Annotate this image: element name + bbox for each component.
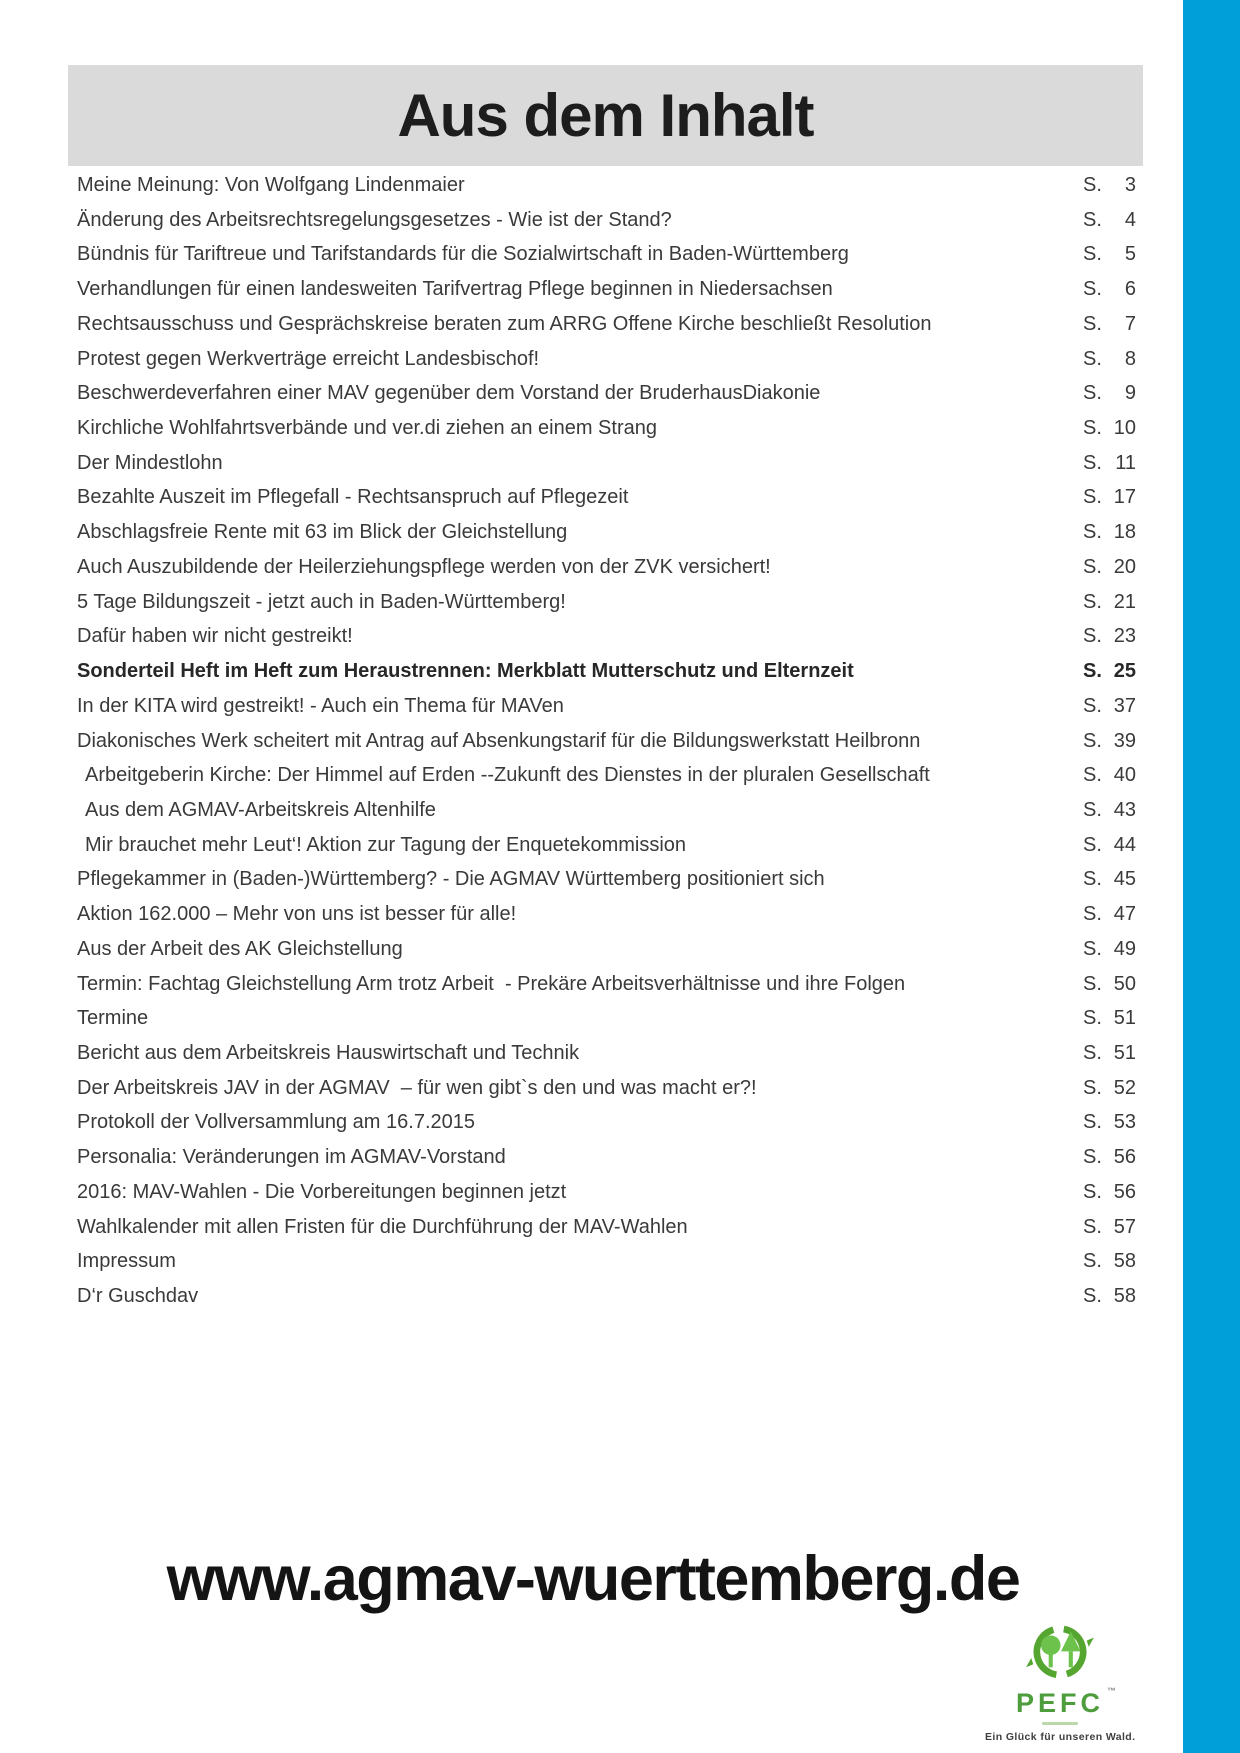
pefc-trademark: ™ [1107, 1686, 1116, 1696]
toc-item-label: In der KITA wird gestreikt! - Auch ein Thema für MAVen [77, 694, 564, 717]
toc-item-label: Der Mindestlohn [77, 451, 223, 474]
toc-page-ref [1083, 1111, 1136, 1134]
toc-page-prefix: S. [1083, 1250, 1102, 1273]
toc-page-prefix: S. [1083, 625, 1102, 648]
toc-page-number: 45 [1113, 868, 1136, 891]
toc-item-label: Aus der Arbeit des AK Gleichstellung [77, 937, 403, 960]
header-bar [68, 65, 1143, 166]
toc-row [77, 417, 1136, 452]
toc-page-number: 5 [1124, 243, 1136, 266]
toc-page-ref [1083, 313, 1136, 336]
toc-page-prefix: S. [1083, 694, 1102, 717]
toc-page-ref [1083, 1077, 1136, 1100]
toc-row [77, 174, 1136, 209]
page-title: Aus dem Inhalt [397, 81, 814, 149]
toc-page-prefix: S. [1083, 937, 1102, 960]
toc-page-number: 6 [1124, 278, 1136, 301]
toc-row [77, 1285, 1136, 1320]
toc-page-prefix: S. [1083, 833, 1102, 856]
toc-page-ref [1083, 348, 1136, 371]
toc-page-ref [1083, 174, 1136, 197]
toc-page-number: 20 [1113, 555, 1136, 578]
toc-page-number: 39 [1113, 729, 1136, 752]
toc-row [77, 591, 1136, 626]
toc-item-label: Meine Meinung: Von Wolfgang Lindenmaier [77, 174, 465, 196]
toc-list [77, 174, 1136, 1320]
toc-page-ref [1083, 799, 1136, 822]
toc-page-ref [1083, 521, 1136, 544]
toc-page-ref [1083, 417, 1136, 440]
toc-row [77, 382, 1136, 417]
toc-row [77, 938, 1136, 973]
toc-row [77, 660, 1136, 695]
toc-page-ref [1083, 695, 1136, 718]
toc-page-ref [1083, 1007, 1136, 1030]
toc-item-label: Auch Auszubildende der Heilerziehungspflege werden von der ZVK versichert! [77, 555, 771, 578]
toc-page-ref [1083, 764, 1136, 787]
toc-page-number: 44 [1113, 833, 1136, 856]
toc-page-number: 58 [1113, 1285, 1136, 1307]
toc-page-number: 8 [1124, 347, 1136, 370]
toc-row [77, 556, 1136, 591]
toc-item-label: Bezahlte Auszeit im Pflegefall - Rechtsanspruch auf Pflegezeit [77, 486, 629, 509]
toc-page-number: 58 [1113, 1250, 1136, 1273]
toc-item-label: Termine [77, 1007, 149, 1030]
toc-page-number: 17 [1113, 486, 1136, 509]
toc-page-prefix: S. [1083, 764, 1102, 787]
toc-page-ref [1083, 278, 1136, 301]
toc-page-ref [1083, 591, 1136, 614]
toc-page-prefix: S. [1083, 868, 1102, 891]
toc-row [77, 625, 1136, 660]
toc-row [77, 1042, 1136, 1077]
toc-page-prefix: S. [1083, 1076, 1102, 1099]
toc-page-number: 52 [1113, 1076, 1136, 1099]
toc-row [77, 521, 1136, 556]
toc-item-label: Der Arbeitskreis JAV in der AGMAV – für wen gibt`s den und was macht er?! [77, 1076, 757, 1099]
toc-row [77, 313, 1136, 348]
toc-item-label: Dafür haben wir nicht gestreikt! [77, 625, 353, 648]
toc-page-ref [1083, 486, 1136, 509]
toc-page-number: 25 [1113, 660, 1136, 683]
toc-row [77, 209, 1136, 244]
toc-row [77, 799, 1136, 834]
toc-page-number: 11 [1115, 451, 1136, 474]
toc-page-number: 56 [1113, 1180, 1136, 1203]
toc-page-prefix: S. [1083, 1180, 1102, 1203]
pefc-trees-icon [1023, 1624, 1097, 1688]
pefc-logo-block [985, 1624, 1135, 1743]
toc-page-number: 50 [1113, 972, 1136, 995]
toc-page-ref [1083, 452, 1136, 475]
website-url: www.agmav-wuerttemberg.de [166, 1544, 1020, 1614]
toc-page-ref [1083, 382, 1136, 405]
toc-item-label: Mir brauchet mehr Leut‘! Aktion zur Tagung der Enquetekommission [85, 833, 687, 856]
toc-page-prefix: S. [1083, 174, 1102, 196]
toc-row [77, 348, 1136, 383]
toc-row [77, 903, 1136, 938]
toc-row [77, 1146, 1136, 1181]
toc-page-ref [1083, 556, 1136, 579]
toc-page-prefix: S. [1083, 486, 1102, 509]
toc-page-ref [1083, 868, 1136, 891]
toc-item-label: Impressum [77, 1250, 176, 1273]
toc-page-prefix: S. [1083, 1285, 1102, 1307]
toc-item-label: Abschlagsfreie Rente mit 63 im Blick der Gleichstellung [77, 521, 568, 544]
toc-row [77, 1216, 1136, 1251]
toc-page-number: 49 [1113, 937, 1136, 960]
toc-item-label: Wahlkalender mit allen Fristen für die Durchführung der MAV-Wahlen [77, 1215, 688, 1238]
toc-item-label: Sonderteil Heft im Heft zum Heraustrennen: Merkblatt Mutterschutz und Elternzeit [77, 660, 854, 683]
toc-page-number: 9 [1124, 382, 1136, 405]
toc-page-prefix: S. [1083, 972, 1102, 995]
toc-page-prefix: S. [1083, 382, 1102, 405]
toc-page-number: 47 [1113, 903, 1136, 926]
toc-page-ref [1083, 660, 1136, 683]
toc-page-number: 37 [1113, 694, 1136, 717]
toc-row [77, 243, 1136, 278]
toc-item-label: Protokoll der Vollversammlung am 16.7.2015 [77, 1111, 475, 1134]
toc-row [77, 1007, 1136, 1042]
toc-page-prefix: S. [1083, 521, 1102, 544]
toc-row [77, 1250, 1136, 1285]
toc-page-prefix: S. [1083, 903, 1102, 926]
toc-item-label: Personalia: Veränderungen im AGMAV-Vorstand [77, 1146, 506, 1169]
toc-page-ref [1083, 209, 1136, 232]
toc-page-prefix: S. [1083, 1041, 1102, 1064]
toc-row [77, 1181, 1136, 1216]
toc-item-label: D‘r Guschdav [77, 1285, 199, 1307]
toc-row [77, 973, 1136, 1008]
toc-item-label: Beschwerdeverfahren einer MAV gegenüber dem Vorstand der BruderhausDiakonie [77, 382, 821, 405]
toc-page-prefix: S. [1083, 417, 1102, 440]
toc-page-prefix: S. [1083, 1215, 1102, 1238]
toc-item-label: Protest gegen Werkverträge erreicht Landesbischof! [77, 347, 540, 370]
toc-page-ref [1083, 243, 1136, 266]
toc-page-ref [1083, 1042, 1136, 1065]
toc-row [77, 695, 1136, 730]
toc-item-label: 2016: MAV-Wahlen - Die Vorbereitungen beginnen jetzt [77, 1180, 567, 1203]
toc-page-number: 56 [1113, 1146, 1136, 1169]
toc-page-prefix: S. [1083, 347, 1102, 370]
toc-page-number: 3 [1124, 174, 1136, 196]
toc-page-prefix: S. [1083, 729, 1102, 752]
toc-item-label: Aktion 162.000 – Mehr von uns ist besser für alle! [77, 903, 517, 926]
pefc-certification-code [1042, 1722, 1078, 1725]
toc-row [77, 1077, 1136, 1112]
toc-page-number: 23 [1113, 625, 1136, 648]
toc-page-prefix: S. [1083, 1111, 1102, 1134]
toc-page-ref [1083, 1146, 1136, 1169]
toc-page-ref [1083, 938, 1136, 961]
toc-row [77, 868, 1136, 903]
toc-page-prefix: S. [1083, 451, 1102, 474]
toc-page-prefix: S. [1083, 1007, 1102, 1030]
toc-item-label: 5 Tage Bildungszeit - jetzt auch in Baden-Württemberg! [77, 590, 566, 613]
toc-page-ref [1083, 1181, 1136, 1204]
toc-row [77, 730, 1136, 765]
right-accent-bar [1183, 0, 1240, 1753]
toc-page-prefix: S. [1083, 312, 1102, 335]
toc-page-prefix: S. [1083, 243, 1102, 266]
toc-page-number: 53 [1113, 1111, 1136, 1134]
toc-page-number: 40 [1113, 764, 1136, 787]
toc-page-number: 18 [1113, 521, 1136, 544]
toc-item-label: Aus dem AGMAV-Arbeitskreis Altenhilfe [85, 798, 436, 821]
toc-page-ref [1083, 1285, 1136, 1308]
toc-page-number: 57 [1113, 1215, 1136, 1238]
toc-item-label: Kirchliche Wohlfahrtsverbände und ver.di ziehen an einem Strang [77, 417, 657, 440]
toc-page-prefix: S. [1083, 278, 1102, 301]
toc-page-prefix: S. [1083, 798, 1102, 821]
toc-item-label: Verhandlungen für einen landesweiten Tarifvertrag Pflege beginnen in Niedersachsen [77, 278, 833, 301]
toc-page-ref [1083, 973, 1136, 996]
toc-page-number: 7 [1124, 312, 1136, 335]
toc-row [77, 764, 1136, 799]
toc-page-number: 51 [1113, 1007, 1136, 1030]
toc-item-label: Rechtsausschuss und Gesprächskreise beraten zum ARRG Offene Kirche beschließt Resolution [77, 312, 932, 335]
toc-row [77, 452, 1136, 487]
toc-page-number: 51 [1113, 1041, 1136, 1064]
toc-page-prefix: S. [1083, 555, 1102, 578]
toc-page-ref [1083, 903, 1136, 926]
toc-page-ref [1083, 834, 1136, 857]
toc-page-ref [1083, 1216, 1136, 1239]
toc-item-label: Änderung des Arbeitsrechtsregelungsgesetzes - Wie ist der Stand? [77, 208, 672, 231]
toc-row [77, 1111, 1136, 1146]
toc-item-label: Arbeitgeberin Kirche: Der Himmel auf Erden --Zukunft des Dienstes in der pluralen Gesellschaft [85, 764, 930, 787]
toc-item-label: Termin: Fachtag Gleichstellung Arm trotz Arbeit - Prekäre Arbeitsverhältnisse und ihre Folgen [77, 972, 906, 995]
toc-row [77, 486, 1136, 521]
toc-page-prefix: S. [1083, 1146, 1102, 1169]
toc-page-number: 10 [1113, 417, 1136, 440]
toc-row [77, 834, 1136, 869]
toc-item-label: Pflegekammer in (Baden-)Württemberg? - Die AGMAV Württemberg positioniert sich [77, 868, 825, 891]
toc-page-number: 21 [1113, 590, 1136, 613]
toc-page-number: 43 [1113, 798, 1136, 821]
pefc-tagline: Ein Glück für unseren Wald. [985, 1731, 1136, 1743]
toc-item-label: Bündnis für Tariftreue und Tarifstandards für die Sozialwirtschaft in Baden-Württemberg [77, 243, 849, 266]
toc-item-label: Bericht aus dem Arbeitskreis Hauswirtschaft und Technik [77, 1041, 580, 1064]
toc-page-prefix: S. [1083, 660, 1102, 683]
toc-page-prefix: S. [1083, 590, 1102, 613]
toc-item-label: Diakonisches Werk scheitert mit Antrag auf Absenkungstarif für die Bildungswerkstatt Heilbronn [77, 729, 921, 752]
toc-row [77, 278, 1136, 313]
toc-page-number: 4 [1124, 208, 1136, 231]
toc-page-ref [1083, 625, 1136, 648]
toc-page-prefix: S. [1083, 208, 1102, 231]
toc-page-ref [1083, 730, 1136, 753]
toc-page-ref [1083, 1250, 1136, 1273]
pefc-wordmark: PEFC ™ [1015, 1686, 1116, 1718]
